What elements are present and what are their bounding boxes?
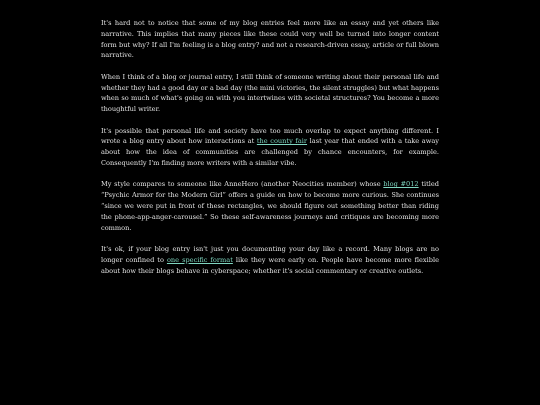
paragraph-text: titled “Psychic Armor for the Modern Girl” offers a guide on how to become more curious. She continues “since we were put in front of these rectangles, we should figure out something better than riding the phone-app-anger-carousel.” So these self-awareness journeys and critiques are becoming more common. bbox=[101, 180, 439, 232]
paragraph-4 bbox=[101, 179, 439, 233]
paragraph-text: like they were early on. People have become more flexible about how their blogs behave in cyberspace; whether it's social commentary or creative outlets. bbox=[101, 255, 439, 275]
paragraph-1 bbox=[101, 18, 439, 61]
paragraph-text: It's ok, if your blog entry isn't just you documenting your day like a record. Many blogs are no longer confined to bbox=[101, 244, 439, 264]
paragraph-text: It's possible that personal life and society have too much overlap to expect anything different. I wrote a blog entry about how interactions at bbox=[101, 126, 439, 146]
paragraph-text: It's hard not to notice that some of my blog entries feel more like an essay and yet others like narrative. This implies that many pieces like these could very well be turned into longer content form but why? If all I'm feeling is a blog entry? and not a research-driven essay, article or full blown narrative. bbox=[101, 19, 439, 60]
blog-article bbox=[101, 18, 439, 287]
paragraph-2 bbox=[101, 72, 439, 115]
paragraph-3 bbox=[101, 126, 439, 169]
paragraph-text: My style compares to someone like AnneHero (another Neocities member) whose bbox=[101, 180, 384, 189]
one-specific-format-link[interactable]: one specific format bbox=[166, 255, 233, 264]
paragraph-text: last year that ended with a take away about how the idea of communities are challenged by chance encounters, for example. Consequently I'm finding more writers with a similar vibe. bbox=[101, 137, 440, 167]
county-fair-link[interactable]: the county fair bbox=[256, 137, 308, 146]
paragraph-text: When I think of a blog or journal entry, I still think of someone writing about their personal life and whether they had a good day or a bad day (the mini victories, the silent struggles) but what happens when so much of what's going on with you intertwines with societal structures? You become a more thoughtful writer. bbox=[101, 72, 439, 114]
paragraph-5 bbox=[101, 244, 439, 276]
blog-012-link[interactable]: blog #012 bbox=[383, 180, 419, 189]
